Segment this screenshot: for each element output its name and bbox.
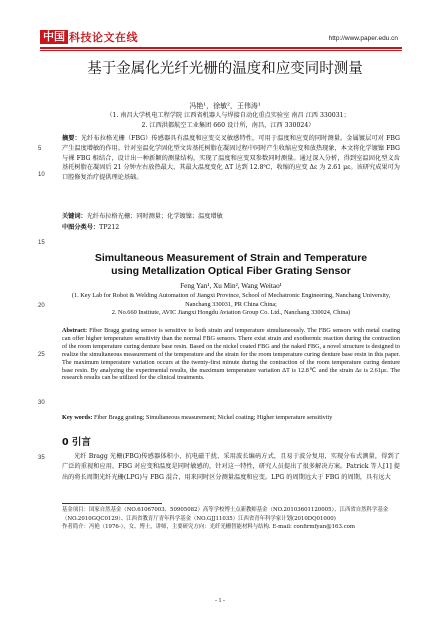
section-heading-introduction: 0 引言 — [62, 437, 91, 448]
chinese-abstract-text: 光纤布拉格光栅（FBG）传感器具有温度和应变交叉敏感特性，可用于温度和应变的同时测量。金属镀层可对 FBG 产生温度增敏的作用。针对室温化学固化型文齿基托树脂在凝固过程中同时产生收缩应变和放热现象，本文将化学镀镍 FBG 与裸 FBG 相结合，设计出一种新颖的测量结构，实现了温度和应变双参数同时测量。通过深入分析，得到室温固化型义齿基托树脂在凝固后 21 分钟左右放热最大，其最大温度变化 ΔT 达到 12.8℃，收缩的应变 Δε 为 2.61 με。该研究成果可为口腔修复治疗提供理论基础。 — [62, 135, 400, 182]
english-keywords-label: Key words: — [62, 414, 93, 421]
english-abstract-text: Fiber Bragg grating sensor is sensitive to both strain and temperature simultaneously. The FBG sensors with metal coating can offer higher temperature sensitivity than the normal FBG sensors. There exist strain and exothermic reaction during the contraction of the room temperature curing denture base resin. Based on the nickel coated FBG and the naked FBG, a novel structure is designed to realize the simultaneous measurement of the temperature and the strain for the room temperature curing denture base resin in this paper. The maximum temperature variation occurs at the twenty-first minute during the contraction of the room temperature curing denture base resin. By analyzing the experimental results, the maximum temperature variation ΔT is 12.8℃ and the strain Δε is 2.61με. The research results can be utilized for the clinical treatments. — [62, 327, 400, 382]
english-abstract — [62, 327, 400, 382]
english-affiliation-1: (1. Key Lab for Robot & Welding Automation of Jiangxi Province, School of Mechatronic Engineering, Nanchang University, Nanchang 330031, PR China China; — [71, 292, 391, 308]
footnote-funding: 基金项目：国家自然基金（NO.61067003、50905082）高等学校博士点新教师基金（NO.20103601120005）、江西省自然科学基金（NO.2010GQC0129）、江西省教育厅青年科学基金（NO.GJJ11035）江西省青年科学家计划(2010DQ01000) — [62, 507, 389, 522]
line-number: 25 — [38, 352, 45, 358]
page-number: - 1 - — [215, 598, 225, 604]
logo-badge: 中国 — [40, 30, 68, 44]
chinese-keywords — [62, 212, 400, 222]
line-number: 15 — [38, 240, 45, 246]
footnote-rule — [62, 503, 162, 504]
english-affiliations — [70, 292, 392, 318]
classification-value: TP212 — [99, 224, 120, 231]
footnote — [62, 506, 400, 532]
chinese-affiliations — [78, 111, 378, 130]
chinese-abstract — [62, 134, 400, 183]
english-title-line-1: Simultaneous Measurement of Strain and Temperature — [94, 252, 368, 264]
logo-text: 科技论文在线 — [69, 31, 138, 44]
english-keywords-text: Fiber Bragg grating; Simultaneous measurement; Nickel coating; Higher temperature sensitivity — [93, 414, 333, 421]
english-title — [62, 252, 400, 278]
header-rule — [40, 47, 402, 49]
english-affiliation-2: 2. No.660 Institute, AVIC Jiangxi Hongdu Aviation Group Co. Ltd., Nanchang 330024, China) — [111, 309, 351, 317]
line-number: 5 — [38, 146, 42, 152]
line-number: 30 — [38, 400, 45, 406]
chinese-affiliation-1: （1. 南昌大学机电工程学院 江西省机器人与焊接自动化重点实验室 南昌 江西 330031； — [106, 112, 350, 119]
line-number: 35 — [38, 455, 45, 461]
chinese-keywords-text: 光纤布拉格光栅；同时测量；化学镀镍；温度增敏 — [86, 213, 223, 220]
line-number: 10 — [38, 172, 45, 178]
footnote-author-info: 作者简介：冯艳（1976-），女、博士，讲师，主要研究方向：光纤光栅智能材料与结构. E-mail: confirmfyan@163.com — [62, 524, 356, 530]
chinese-affiliation-2: 2. 江西洪都航空工业集团 660 设计所，南昌，江西 330024） — [141, 121, 315, 129]
chinese-keywords-label: 关键词： — [62, 213, 87, 220]
line-number: 20 — [38, 303, 45, 309]
chinese-title: 基于金属化光纤光栅的温度和应变同时测量 — [87, 61, 363, 77]
classification-number — [62, 223, 400, 233]
english-keywords — [62, 414, 400, 422]
site-url[interactable]: http://www.paper.edu.cn — [328, 35, 398, 42]
header-rule-thin — [40, 50, 402, 51]
english-abstract-label: Abstract: — [62, 327, 88, 334]
site-logo[interactable] — [40, 30, 138, 44]
classification-label: 中图分类号： — [62, 224, 100, 231]
chinese-abstract-label: 摘要： — [62, 135, 81, 142]
chinese-authors: 冯艳¹，徐敏²，王伟涛¹ — [189, 102, 261, 110]
english-authors: Feng Yan¹, Xu Min², Wang Weitao¹ — [180, 282, 282, 290]
english-title-line-2: using Metallization Optical Fiber Grating Sensor — [111, 265, 351, 277]
introduction-paragraph: 光纤 Bragg 光栅(FBG)传感器体积小、抗电磁干扰、采用波长编码方式，且易于波分复用，实现分布式测量，得到了广泛的重视和应用。FBG 对应变和温度是同时敏感的，针对这一特性，研究人员提出了很多解决方案。Patrick 等人[1] 提出的将长周期光纤光栅(LPG)与 FBG 混合，用来同时区分测量温度和应变。LPG 的周期远大于 FBG 的周期，具有远大 — [62, 453, 400, 481]
